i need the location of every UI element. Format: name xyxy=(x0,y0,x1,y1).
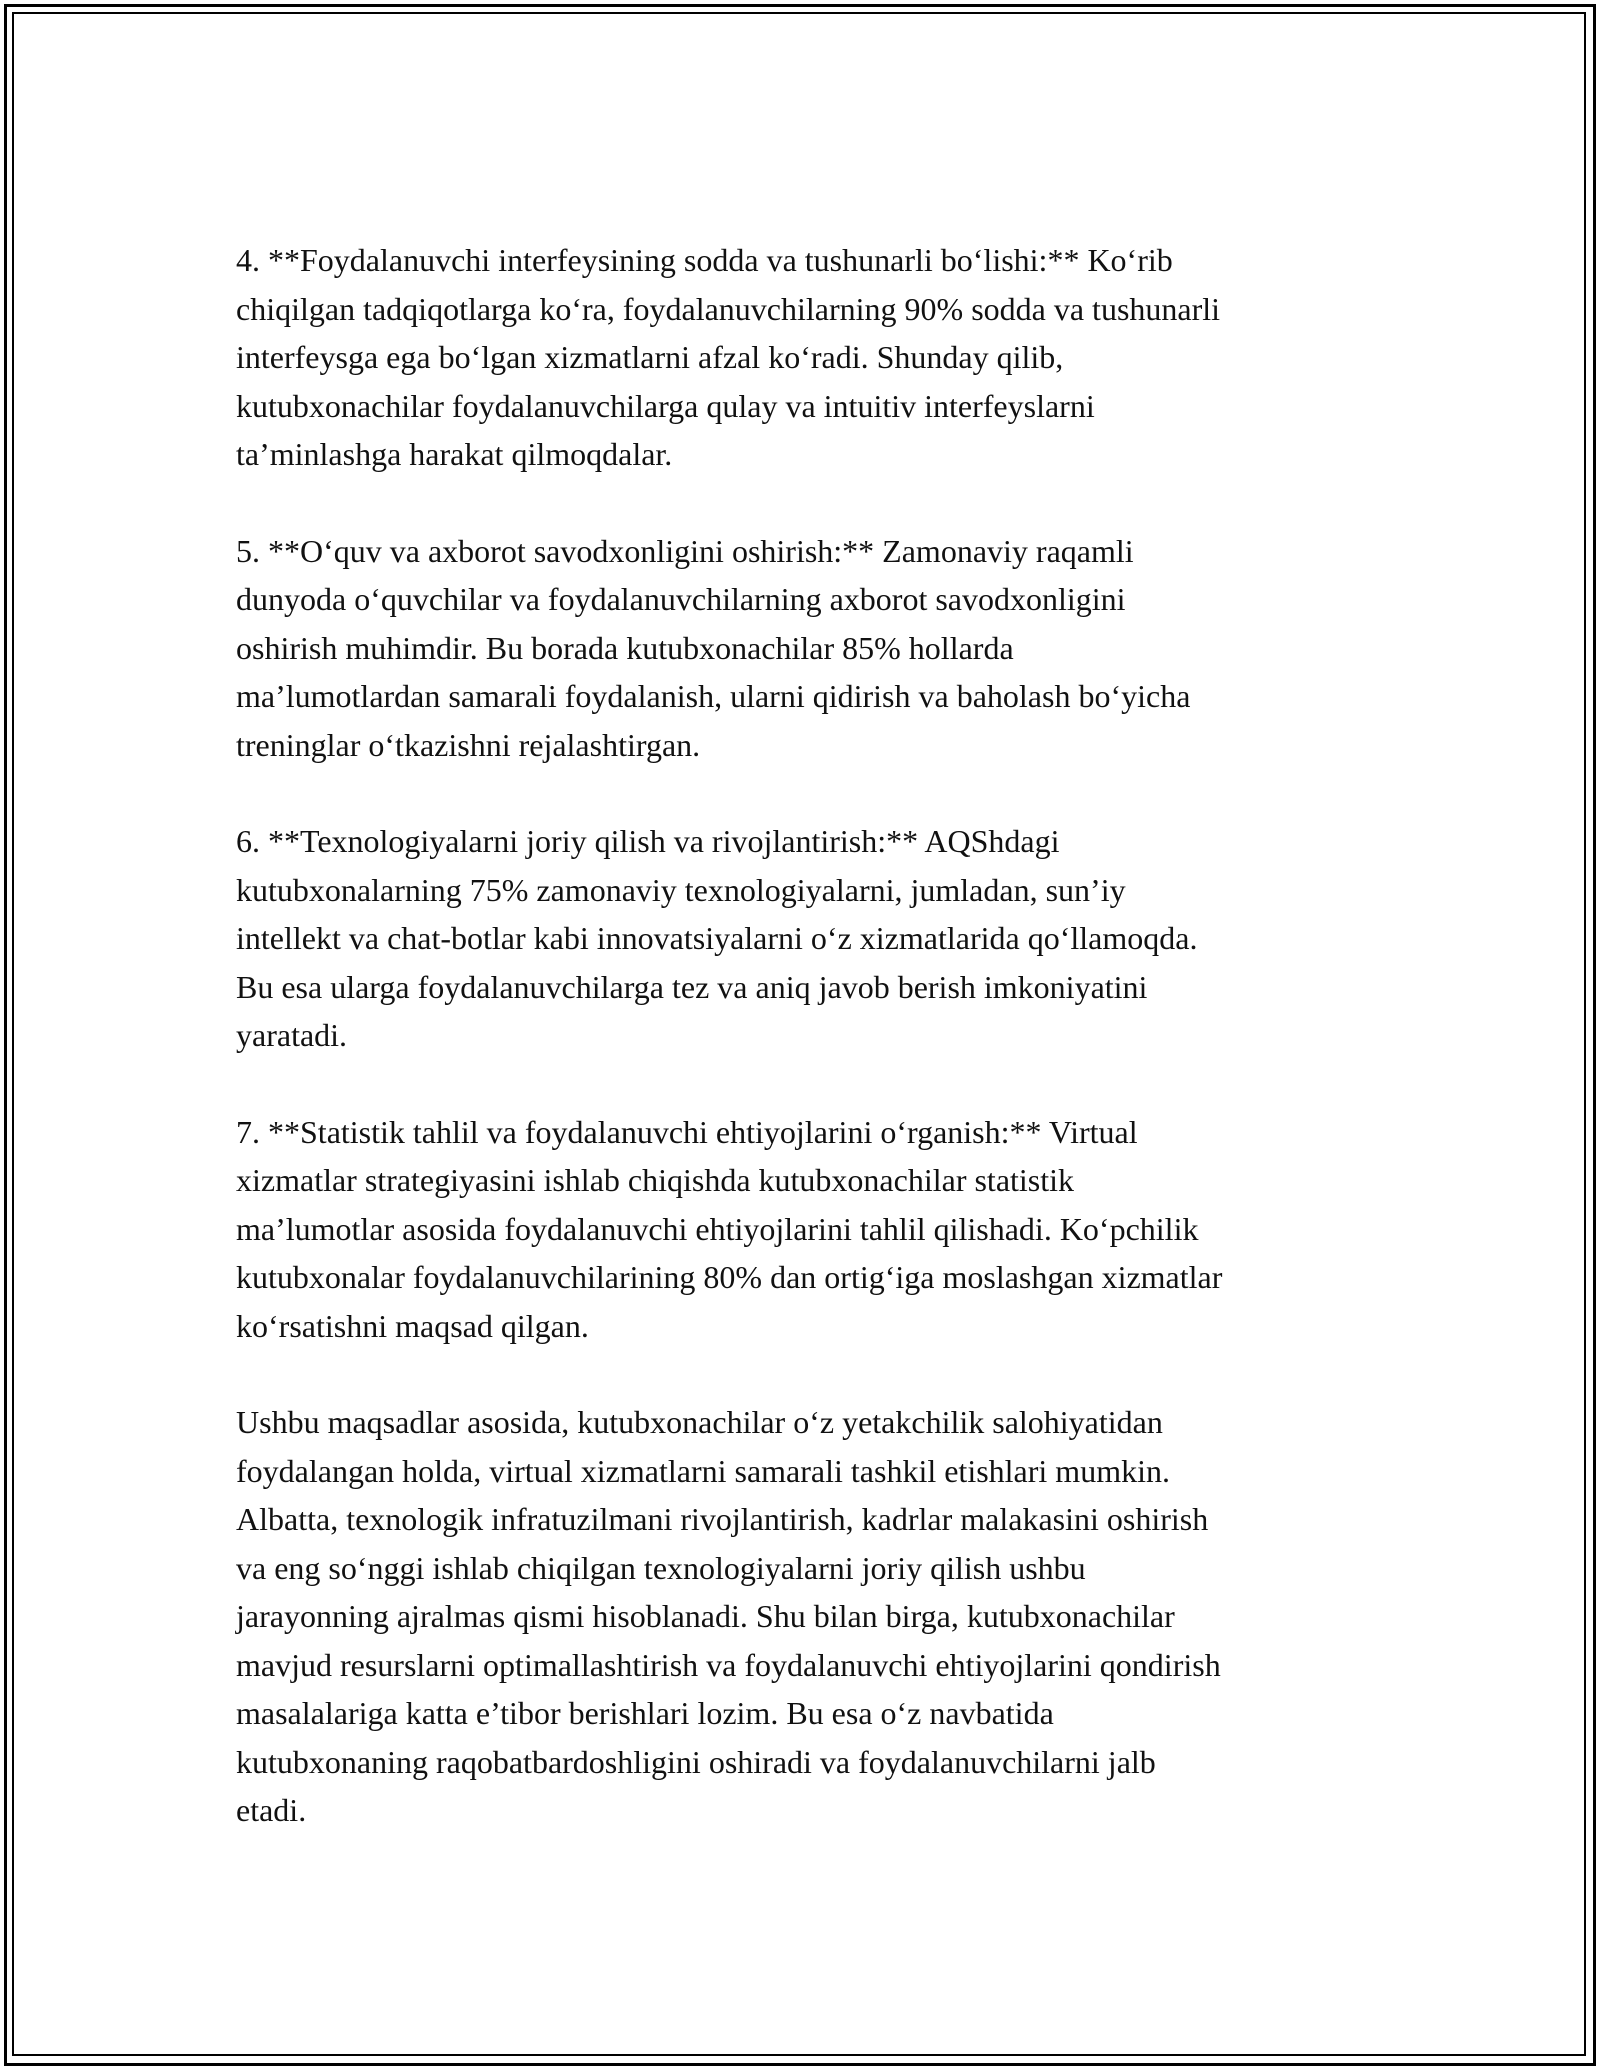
paragraph-item-6: 6. **Texnologiyalarni joriy qilish va rivojlantirish:** AQShdagi kutubxonalarning 75% zamonaviy texnologiyalarni, jumladan, sun’iy intellekt va chat-botlar kabi innovatsiyalarni o‘z xizmatlarida qo‘llamoqda. Bu esa ularga foydalanuvchilarga tez va aniq javob berish imkoniyatini yaratadi. xyxy=(236,823,1198,1053)
conclusion-paragraph: Ushbu maqsadlar asosida, kutubxonachilar o‘z yetakchilik salohiyatidan foydalangan holda, virtual xizmatlarni samarali tashkil etishlari mumkin. Albatta, texnologik infratuzilmani rivojlantirish, kadrlar malakasini oshirish va eng so‘nggi ishlab chiqilgan texnologiyalarni joriy qilish ushbu jarayonning ajralmas qismi hisoblanadi. Shu bilan birga, kutubxonachilar mavjud resurslarni optimallashtirish va foydalanuvchi ehtiyojlarini qondirish masalalariga katta e’tibor berishlari lozim. Bu esa o‘z navbatida kutubxonaning raqobatbardoshligini oshiradi va foydalanuvchilarni jalb etadi. xyxy=(236,1404,1221,1828)
paragraph-item-4: 4. **Foydalanuvchi interfeysining sodda va tushunarli bo‘lishi:** Ko‘rib chiqilgan tadqiqotlarga ko‘ra, foydalanuvchilarning 90% sodda va tushunarli interfeysga ega bo‘lgan xizmatlarni afzal ko‘radi. Shunday qilib, kutubxonachilar foydalanuvchilarga qulay va intuitiv interfeyslarni ta’minlashga harakat qilmoqdalar. xyxy=(236,242,1221,472)
paragraph-item-5: 5. **O‘quv va axborot savodxonligini oshirish:** Zamonaviy raqamli dunyoda o‘quvchilar va foydalanuvchilarning axborot savodxonligini oshirish muhimdir. Bu borada kutubxonachilar 85% hollarda ma’lumotlardan samarali foydalanish, ularni qidirish va baholash bo‘yicha treninglar o‘tkazishni rejalashtirgan. xyxy=(236,532,1191,763)
paragraph-item-7: 7. **Statistik tahlil va foydalanuvchi ehtiyojlarini o‘rganish:** Virtual xizmatlar strategiyasini ishlab chiqishda kutubxonachilar statistik ma’lumotlar asosida foydalanuvchi ehtiyojlarini tahlil qilishadi. Ko‘pchilik kutubxonalar foydalanuvchilarining 80% dan ortig‘iga moslashgan xizmatlar ko‘rsatishni maqsad qilgan. xyxy=(236,1113,1223,1344)
document-body xyxy=(236,236,1376,1835)
